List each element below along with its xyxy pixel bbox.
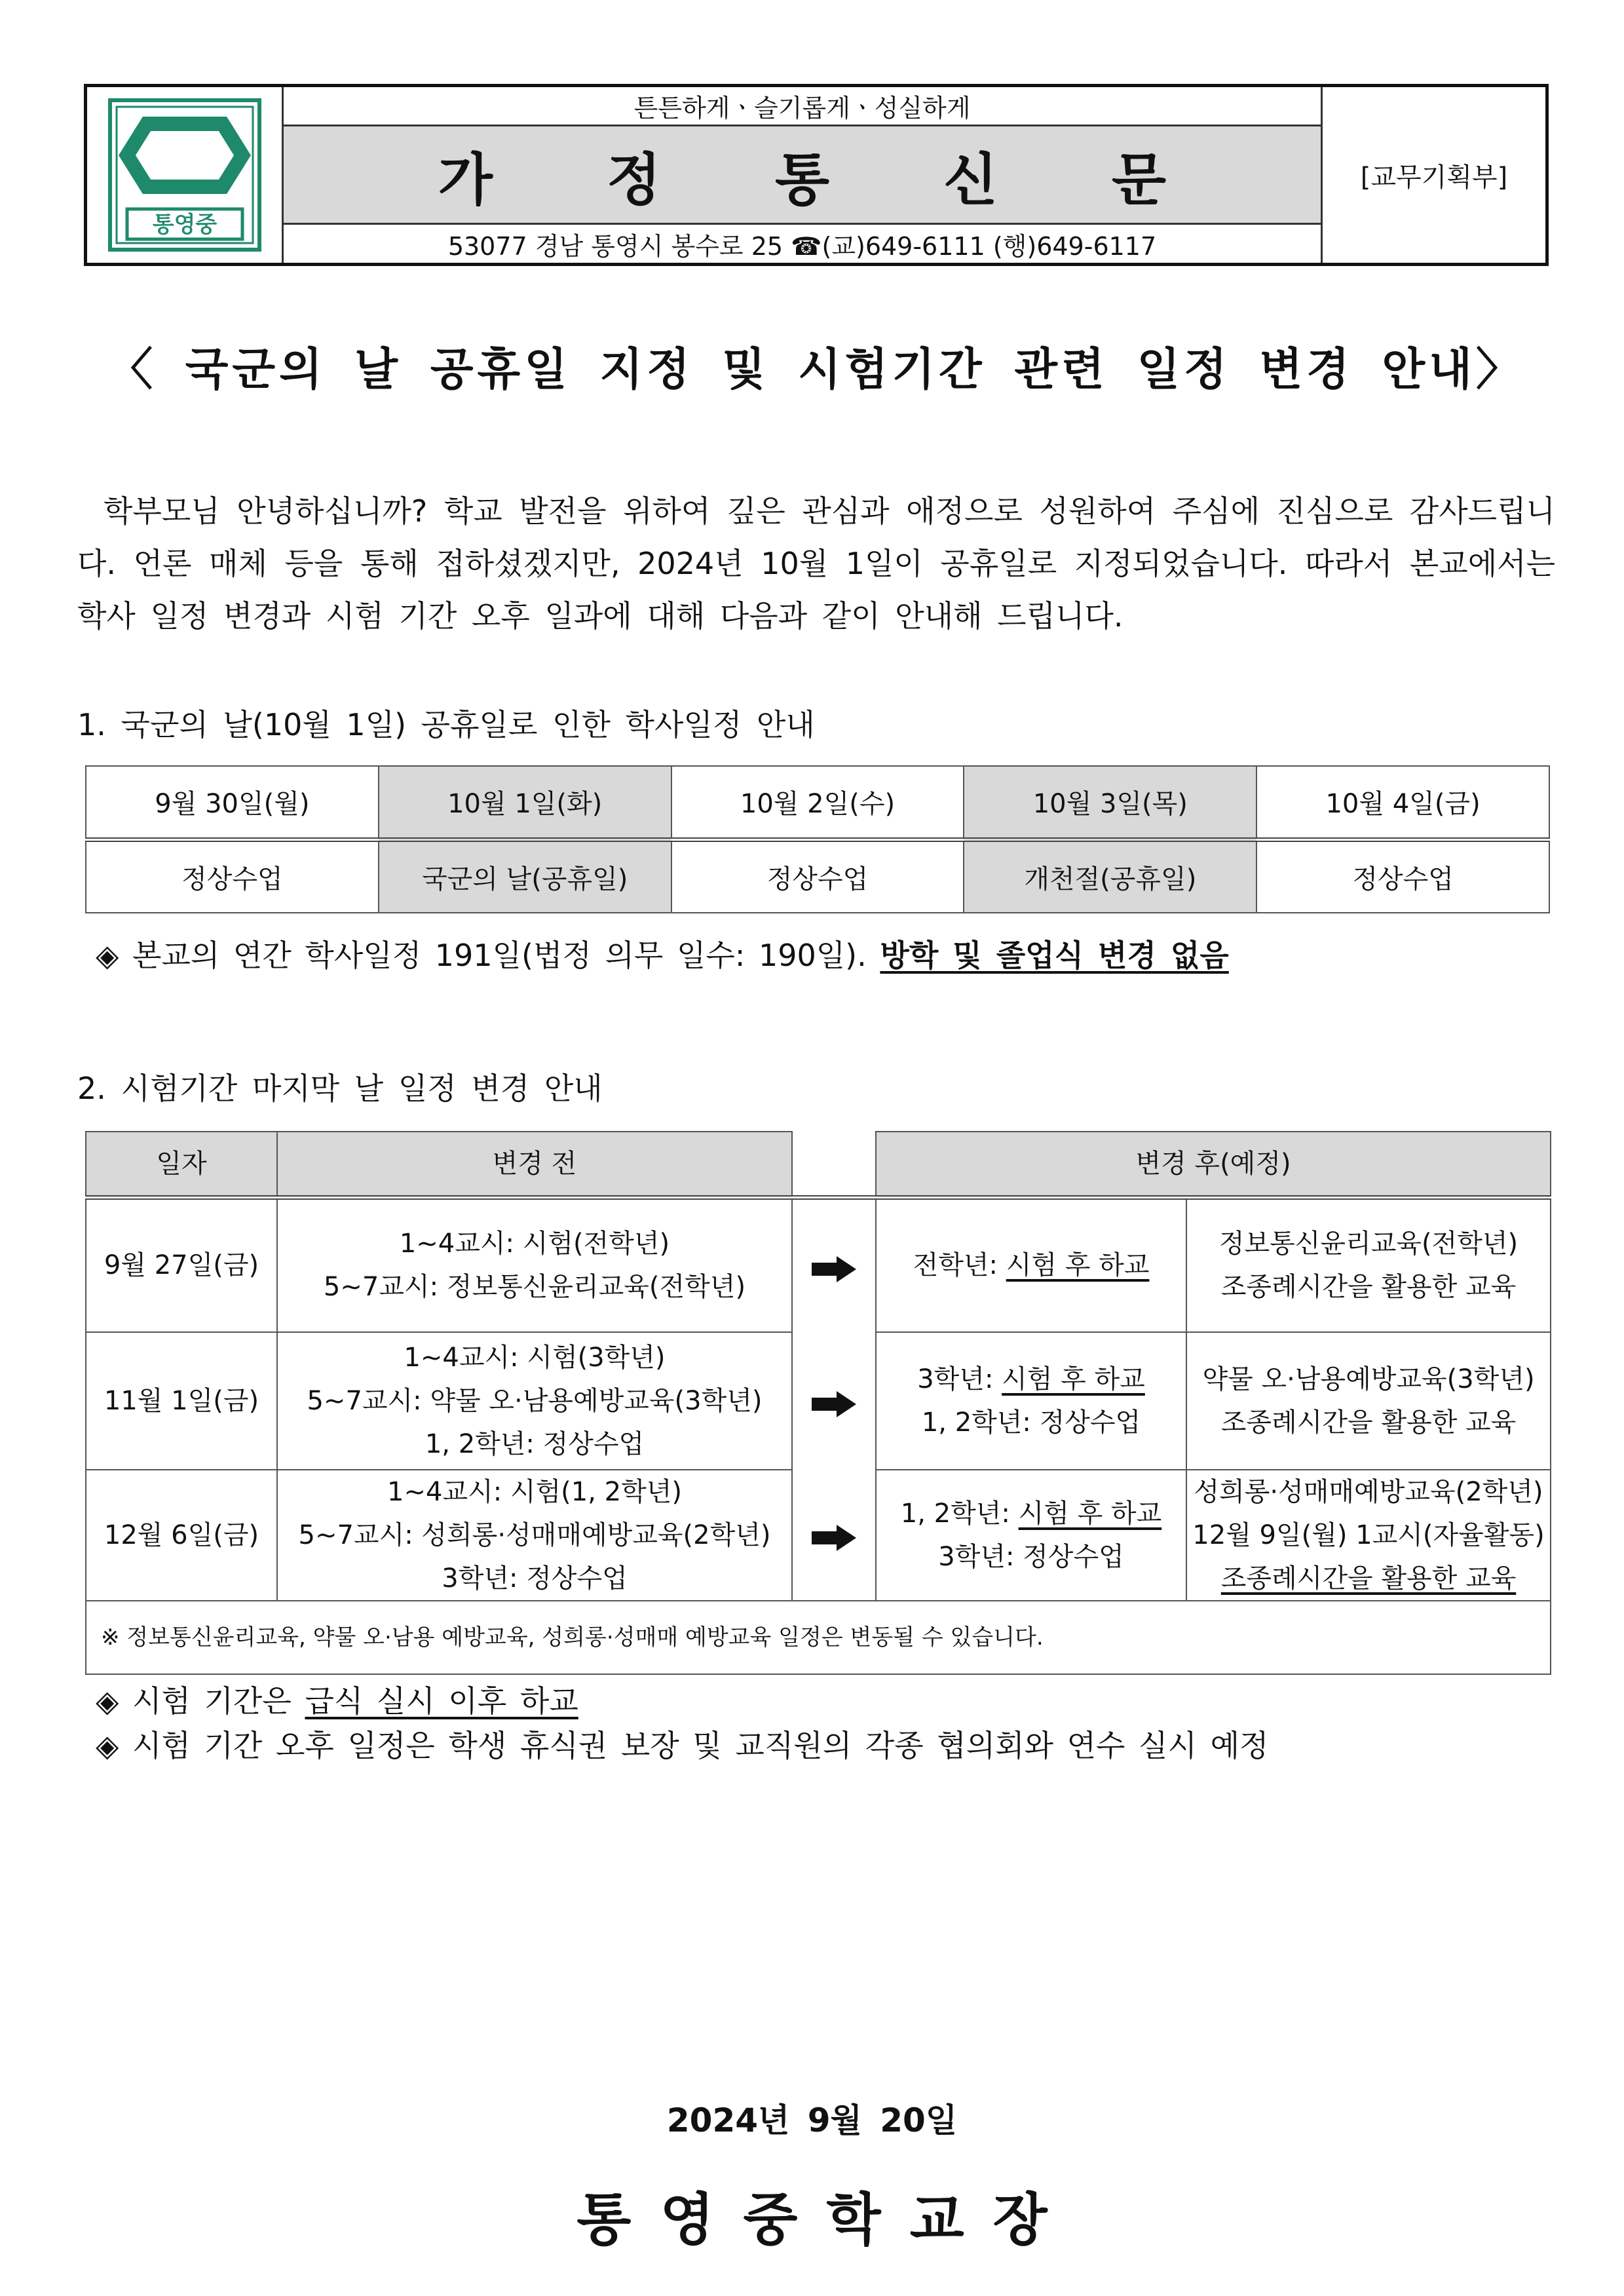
before-line: 5~7교시: 약물 오·남용예방교육(3학년) xyxy=(307,1386,763,1416)
section1-note xyxy=(96,932,1229,975)
row-after-education xyxy=(1186,1470,1551,1601)
table-row xyxy=(86,766,1549,839)
after-extra: 1, 2학년: 정상수업 xyxy=(921,1407,1141,1438)
department-label: [교무기획부] xyxy=(1360,162,1508,193)
schedule-date: 10월 2일(수) xyxy=(671,766,964,839)
school-motto: 튼튼하게ㆍ슬기롭게ㆍ성실하게 xyxy=(284,87,1321,126)
letter-header xyxy=(84,84,1549,266)
table-footnote: ※ 정보통신윤리교육, 약물 오·남용 예방교육, 성희롱·성매매 예방교육 일정은 변동될 수 있습니다. xyxy=(86,1601,1551,1674)
after-label: 3학년: xyxy=(917,1364,1002,1394)
document-title: 〈 국군의 날 공휴일 지정 및 시험기간 관련 일정 변경 안내〉 xyxy=(108,344,1524,396)
before-line: 1~4교시: 시험(전학년) xyxy=(399,1229,670,1259)
table-row xyxy=(86,1332,1551,1470)
schedule-date: 9월 30일(월) xyxy=(86,766,379,839)
after-line: 12월 9일(월) 1교시(자율활동) xyxy=(1192,1520,1545,1550)
after-line: 성희롱·성매매예방교육(2학년) xyxy=(1194,1477,1543,1507)
arrow-right-icon xyxy=(812,1256,856,1282)
arrow-cell xyxy=(792,1197,876,1332)
note-text: ◈ 본교의 연간 학사일정 191일(법정 의무 일수: 190일). xyxy=(96,938,880,973)
arrow-cell xyxy=(792,1470,876,1601)
after-line: 조종례시간을 활용한 교육 xyxy=(1220,1272,1517,1303)
row-date: 11월 1일(금) xyxy=(86,1332,277,1470)
note-underlined: 급식 실시 이후 하교 xyxy=(305,1683,578,1719)
section2-title: 2. 시험기간 마지막 날 일정 변경 안내 xyxy=(77,1071,603,1106)
schedule-date: 10월 4일(금) xyxy=(1256,766,1549,839)
header-before: 변경 전 xyxy=(277,1132,792,1197)
school-logo-cell xyxy=(87,87,284,263)
principal-signature: 통영중학교장 xyxy=(576,2187,1076,2253)
before-line: 1~4교시: 시험(1, 2학년) xyxy=(387,1477,682,1507)
schedule-event: 정상수업 xyxy=(1256,839,1549,913)
row-date: 9월 27일(금) xyxy=(86,1197,277,1332)
section2-note-2: ◈ 시험 기간 오후 일정은 학생 휴식권 보장 및 교직원의 각종 협의회와 연수 실시 예정 xyxy=(96,1728,1269,1763)
after-extra: 3학년: 정상수업 xyxy=(938,1542,1124,1572)
note-emphasis: 방학 및 졸업식 변경 없음 xyxy=(880,938,1229,973)
row-before xyxy=(277,1332,792,1470)
row-before xyxy=(277,1197,792,1332)
school-logo xyxy=(107,98,262,252)
table-row xyxy=(86,1601,1551,1674)
intro-paragraph: 학부모님 안녕하십니까? 학교 발전을 위하여 깊은 관심과 애정으로 성원하여 주심에 진심으로 감사드립니다. 언론 매체 등을 통해 접하셨겠지만, 2024년 10월 1일이 공휴일로 지정되었습니다. 따라서 본교에서는 학사 일정 변경과 시험 기간 오후 일과에 대해 다음과 같이 안내해 드립니다. xyxy=(77,493,1555,634)
note-text: ◈ 시험 기간은 xyxy=(96,1683,305,1719)
before-line: 3학년: 정상수업 xyxy=(442,1563,628,1594)
logo-text: 통영중 xyxy=(152,212,217,238)
academic-schedule-table xyxy=(85,765,1550,913)
row-after-dismissal xyxy=(876,1332,1186,1470)
after-underlined: 시험 후 하교 xyxy=(1006,1250,1150,1281)
after-label: 전학년: xyxy=(913,1250,1006,1281)
arrow-right-icon xyxy=(812,1391,856,1417)
section1-title: 1. 국군의 날(10월 1일) 공휴일로 인한 학사일정 안내 xyxy=(77,707,815,742)
newsletter-title: 가 정 통 신 문 xyxy=(284,126,1321,225)
schedule-event: 정상수업 xyxy=(86,839,379,913)
schedule-date: 10월 1일(화) xyxy=(379,766,671,839)
table-row xyxy=(86,1132,1551,1197)
after-line: 정보통신윤리교육(전학년) xyxy=(1218,1229,1519,1259)
header-date: 일자 xyxy=(86,1132,277,1197)
school-address: 53077 경남 통영시 봉수로 25 ☎(교)649-6111 (행)649-6117 xyxy=(447,231,1157,261)
issue-date: 2024년 9월 20일 xyxy=(666,2101,958,2139)
schedule-event: 국군의 날(공휴일) xyxy=(379,839,671,913)
header-center xyxy=(284,87,1323,263)
after-label: 1, 2학년: xyxy=(900,1499,1019,1529)
table-row xyxy=(86,839,1549,913)
section2-note-1 xyxy=(96,1677,578,1721)
header-arrow-col xyxy=(792,1132,876,1197)
after-line: 조종례시간을 활용한 교육 xyxy=(1220,1563,1517,1594)
row-after-education xyxy=(1186,1332,1551,1470)
table-row xyxy=(86,1197,1551,1332)
schedule-event: 개천절(공휴일) xyxy=(964,839,1256,913)
before-line: 1~4교시: 시험(3학년) xyxy=(404,1343,666,1373)
before-line: 5~7교시: 성희롱·성매매예방교육(2학년) xyxy=(298,1520,771,1550)
after-line: 약물 오·남용예방교육(3학년) xyxy=(1202,1364,1535,1394)
row-date: 12월 6일(금) xyxy=(86,1470,277,1601)
arrow-cell xyxy=(792,1332,876,1470)
after-underlined: 시험 후 하교 xyxy=(1018,1499,1162,1529)
arrow-right-icon xyxy=(812,1525,856,1551)
before-line: 5~7교시: 정보통신윤리교육(전학년) xyxy=(323,1272,746,1303)
after-underlined: 시험 후 하교 xyxy=(1002,1364,1145,1394)
before-line: 1, 2학년: 정상수업 xyxy=(425,1429,645,1459)
exam-schedule-table xyxy=(85,1131,1551,1675)
schedule-date: 10월 3일(목) xyxy=(964,766,1256,839)
row-after-dismissal xyxy=(876,1197,1186,1332)
row-after-dismissal xyxy=(876,1470,1186,1601)
row-before xyxy=(277,1470,792,1601)
schedule-event: 정상수업 xyxy=(671,839,964,913)
header-after: 변경 후(예정) xyxy=(876,1132,1551,1197)
table-row xyxy=(86,1470,1551,1601)
after-line: 조종례시간을 활용한 교육 xyxy=(1220,1407,1517,1438)
row-after-education xyxy=(1186,1197,1551,1332)
